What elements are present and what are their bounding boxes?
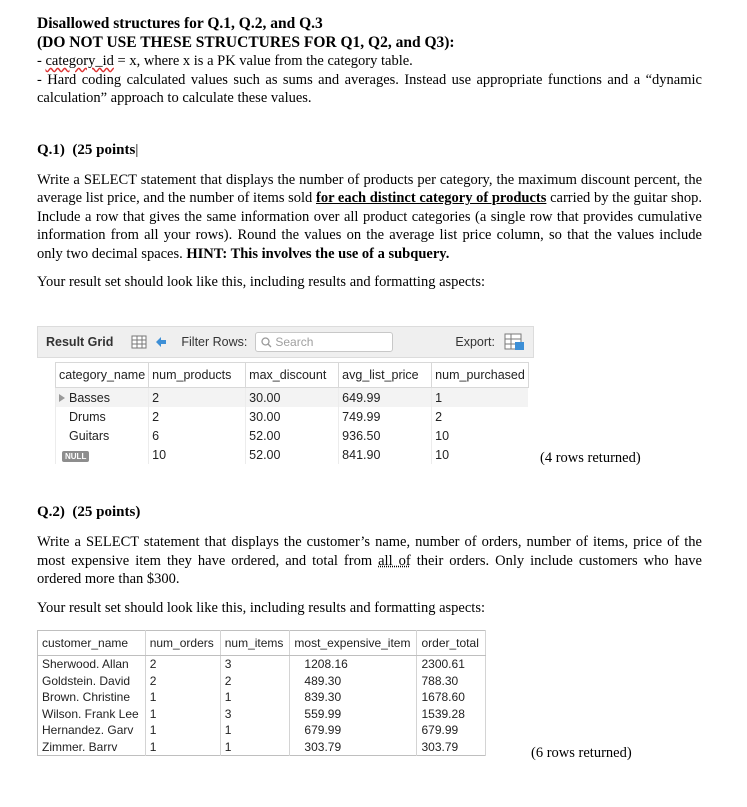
rule-2: - Hard coding calculated values such as sums and averages. Instead use appropriate functions and a “dynamic calculation” approach to calculate these values. [37,71,702,106]
grid2-cell[interactable]: Wilson. Frank Lee [38,706,146,723]
table-row[interactable] [56,388,529,408]
q1-text-a: Write a SELECT statement that displays the number of products per category, the maximum discount percent, the average list price, and the number of items sold [37,171,702,206]
grid2-cell[interactable]: 1 [145,706,220,723]
cell-value: 52.00 [249,428,281,443]
cell-value: 2 [152,390,160,405]
grid2-cell[interactable]: 3 [220,706,290,723]
cell-value: 30.00 [249,409,281,424]
cell-value: 649.99 [342,390,381,405]
grid2-cell[interactable]: Zimmer. Barrv [38,739,146,756]
grid1-col-header[interactable]: num_purchased [432,363,529,388]
result-grid-1 [37,326,534,464]
q2-text-a: Write a SELECT statement that displays the customer’s name, number of orders, number of items, price of the most expensive item they have ordered, and total from [37,534,702,569]
export-icon[interactable] [503,333,525,351]
result-grid-2-table [37,630,486,756]
grid1-cell[interactable] [339,388,432,408]
q2-text-b: their orders. Only include customers who have ordered more than $300. [37,552,702,587]
table-row[interactable] [56,445,529,464]
q1-text-b: carried by the guitar shop. Include a row that gives the same information over all product categories (a single row that provides cumulative information from all your rows). Round the values on the average list price column, so that the values include only two decimal spaces. [37,190,703,262]
grid2-cell[interactable]: 2 [220,673,290,690]
grid2-cell[interactable]: Hernandez. Garv [38,722,146,739]
grid1-cell[interactable] [246,407,339,426]
q2-label: Q.2) [37,504,65,520]
grid2-cell[interactable]: 489.30 [290,673,417,690]
q2-points: (25 points) [72,504,141,520]
grid2-cell[interactable]: 1 [145,722,220,739]
q2-section [37,504,702,617]
result-grid-toolbar [37,326,534,358]
q2-result-intro: Your result set should look like this, including results and formatting aspects: [37,599,485,616]
cell-value: 1 [435,390,443,405]
grid2-cell[interactable]: 788.30 [417,673,485,690]
export-label: Export: [455,335,495,349]
cell-value: Guitars [69,428,110,443]
refresh-icon[interactable] [153,335,169,349]
cell-value: 936.50 [342,428,381,443]
q1-hint: HINT: This involves the use of a subquery. [186,245,450,262]
grid2-cell[interactable]: 2 [145,656,220,673]
grid2-cell[interactable]: 839.30 [290,689,417,706]
q2-heading [37,504,702,521]
grid-view-icon[interactable] [131,335,147,349]
grid2-cell[interactable]: 3 [220,656,290,673]
grid1-col-header[interactable]: avg_list_price [339,363,432,388]
q2-text-underlined: all of [378,552,411,569]
cell-value: 2 [435,409,443,424]
cell-value: 6 [152,428,160,443]
search-placeholder: Search [275,335,314,349]
null-badge: NULL [62,451,89,462]
grid1-col-header[interactable]: category_name [56,363,149,388]
grid1-cell[interactable] [432,388,529,408]
rule-1-code: category_id [45,53,114,69]
grid2-cell[interactable]: 1 [145,739,220,756]
rule-1-prefix: - [37,53,46,69]
grid1-cell[interactable] [432,407,529,426]
grid2-col-header[interactable]: num_orders [145,631,220,656]
table-row[interactable] [38,706,486,723]
grid1-cell[interactable] [246,426,339,445]
grid1-col-header[interactable]: num_products [149,363,246,388]
q2-text [37,533,702,589]
table-row[interactable] [38,722,486,739]
result-grid-title[interactable]: Result Grid [46,335,114,349]
grid2-col-header[interactable]: customer_name [38,631,146,656]
grid2-cell[interactable]: 1 [220,689,290,706]
grid1-cell[interactable] [432,445,529,464]
table-row[interactable] [56,407,529,426]
filter-rows-label: Filter Rows: [181,335,248,349]
q1-rows-note: (4 rows returned) [540,450,641,466]
table-row[interactable] [38,673,486,690]
search-icon [261,337,272,348]
grid1-cell[interactable] [56,445,149,464]
grid2-col-header[interactable]: most_expensive_item [290,631,417,656]
table-row[interactable] [56,426,529,445]
grid2-cell[interactable]: 1 [220,739,290,756]
grid1-cell[interactable] [246,445,339,464]
export-control[interactable] [455,333,525,351]
grid2-cell[interactable]: 303.79 [290,739,417,756]
cell-value: 2 [152,409,160,424]
table-row[interactable] [38,739,486,756]
grid1-cell[interactable] [149,445,246,464]
q2-rows-note: (6 rows returned) [531,745,632,761]
grid2-cell[interactable]: 1 [220,722,290,739]
grid1-cell[interactable] [56,388,149,408]
grid1-cell[interactable] [149,407,246,426]
q1-heading: Q.1) (25 points| [37,141,139,158]
grid1-col-header[interactable]: max_discount [246,363,339,388]
cell-value: 841.90 [342,447,381,462]
grid2-cell[interactable]: Goldstein. David [38,673,146,690]
grid1-cell[interactable] [432,426,529,445]
grid2-cell[interactable]: Sherwood. Allan [38,656,146,673]
table-row[interactable] [38,656,486,673]
grid1-cell[interactable] [56,407,149,426]
cell-value: Basses [69,390,110,405]
grid2-cell[interactable]: 679.99 [290,722,417,739]
grid1-cell[interactable] [149,388,246,408]
grid1-cell[interactable] [339,426,432,445]
grid2-cell[interactable]: 1208.16 [290,656,417,673]
cell-value: 10 [152,447,167,462]
grid2-cell[interactable]: 2 [145,673,220,690]
q1-text [37,171,702,264]
grid1-cell[interactable] [339,445,432,464]
grid1-cell[interactable] [149,426,246,445]
grid2-col-header[interactable]: order_total [417,631,485,656]
cell-value: 30.00 [249,390,281,405]
cell-value: 10 [435,447,450,462]
grid2-cell[interactable]: 559.99 [290,706,417,723]
q1-points: (25 points [72,141,136,158]
filter-search-input[interactable] [255,332,393,352]
rule-1 [37,52,702,71]
table-row[interactable] [38,689,486,706]
q1-text-underlined: for each distinct category of products [315,190,547,206]
document-page [37,14,702,292]
grid1-cell[interactable] [56,426,149,445]
grid2-cell[interactable]: 1678.60 [417,689,485,706]
q1-result-intro: Your result set should look like this, including results and formatting aspects: [37,274,485,290]
grid2-cell[interactable]: 303.79 [417,739,485,756]
header-title: Disallowed structures for Q.1, Q.2, and Q.3 [37,15,323,32]
grid2-col-header[interactable]: num_items [220,631,290,656]
result-grid-2 [37,630,486,756]
grid1-cell[interactable] [339,407,432,426]
grid2-cell[interactable]: 2300.61 [417,656,485,673]
grid2-cell[interactable]: 679.99 [417,722,485,739]
cell-value: 52.00 [249,447,281,462]
rule-1-rest: = x, where x is a PK value from the category table. [113,53,413,69]
grid2-cell[interactable]: Brown. Christine [38,689,146,706]
result-grid-1-table [55,362,529,464]
row-pointer-icon [59,394,65,402]
cell-value: 749.99 [342,409,381,424]
grid1-cell[interactable] [246,388,339,408]
grid2-cell[interactable]: 1 [145,689,220,706]
q1-label: Q.1) [37,141,65,158]
header-subtitle: (DO NOT USE THESE STRUCTURES FOR Q1, Q2, and Q3): [37,34,455,51]
grid2-cell[interactable]: 1539.28 [417,706,485,723]
cell-value: 10 [435,428,450,443]
cell-value: Drums [69,409,106,424]
